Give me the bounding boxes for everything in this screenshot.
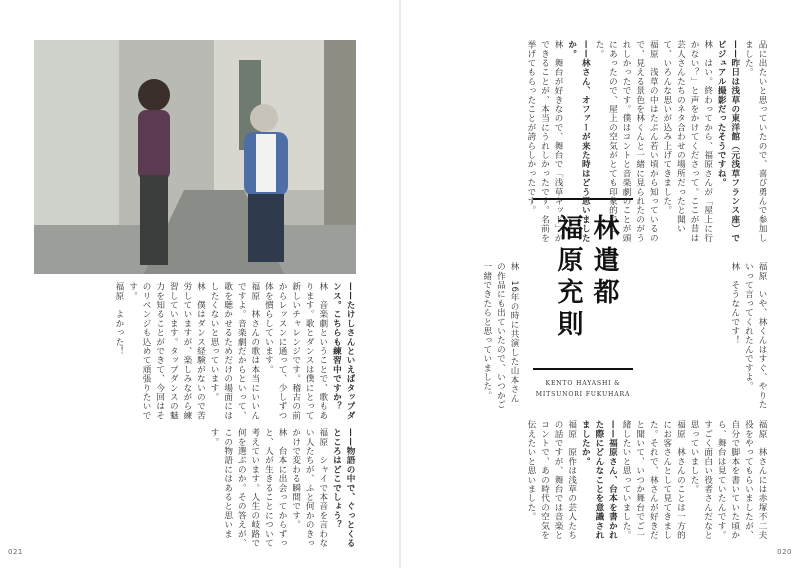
title-name-kento: 林遣都: [589, 214, 619, 310]
paragraph: 福原 原作は浅草の芸人たちの話ですが、舞台では音楽とコントで、あの時代の空気を伝えたいと思いました。: [525, 420, 577, 540]
paragraph: 林 僕はダンス経験がないので苦労していますが、楽しみながら練習しています。タップダンスの魅力を知ることができて、今回はそのリベンジも込めて頑張りたいです。: [127, 282, 206, 420]
right-middle-text: [648, 262, 768, 412]
left-bottom-text: [34, 428, 356, 548]
paragraph: 林 舞台が好きなので、舞台で「浅草キッド」ができることが、本当にうれしかったです。名前を挙げてもらったことが誇らしかったです。: [525, 40, 564, 243]
paragraph: 福原 いや、林くんはすぐ、やりたいって言ってくれたんですよ。: [743, 262, 767, 410]
question: ——福原さん、台本を書かれた際にどんなことを意識されましたか。: [580, 420, 618, 540]
page-number-right: 020: [777, 548, 792, 556]
paragraph: 林 台本に出会ってからずっと、人が生きることについて考えています。人生の岐路で何を選ぶのか。その答えが、この物語にはあると思います。: [209, 428, 288, 548]
page-number-left: 021: [8, 548, 23, 556]
paragraph: 福原 シャイで本音を言わない人たちが、ふと何かのきっかけで変わる瞬間です。: [290, 428, 328, 548]
question: ——たけしさんといえばタップダンス。こちらも練習中ですか？: [331, 282, 355, 420]
question: ——昨日は浅草の東洋館（元浅草フランス座）でビジュアル撮影だったそうですね。: [716, 40, 740, 243]
paragraph: 福原 浅草の中はたぶん若い頃から知っているので、見える景色を林くんと一緒に見られたのがうれしかったです。僕はコントと音楽劇のことが頭にあったので、屋上の空気がとても印象的でした。: [593, 40, 659, 243]
paragraph: 林 音楽劇ということで、歌もあります。歌とダンスは僕にとって新しいチャレンジです。稽古の前からレッスンに通って、少しずつ体を慣らしています。: [263, 282, 328, 420]
right-bottom-text: [440, 420, 768, 548]
romaji-line-1: KENTO HAYASHI &: [545, 380, 621, 387]
romaji-line-2: MITSUNORI FUKUHARA: [535, 391, 631, 398]
paragraph: 品に出たいと思っていたので、喜び勇んで参加しました。: [743, 40, 767, 243]
paragraph: 林 はい。終わってから、福原さんが「屋上に行かない？」と声をかけてくださって。ここが昔は芸人さんたちのネタ合わせの場所だったと聞いて、いろんな思いが込み上げてきました。: [661, 40, 713, 243]
right-top-text: [440, 40, 768, 245]
question: ——物語の中で、ぐっとくるところはどこでしょう？: [331, 428, 355, 548]
paragraph: 林 16年の時に共演した山本さんの作品にも出ていたので、いつかご一緒できたらと思っていました。: [481, 262, 519, 410]
title-rule-bottom: [533, 368, 633, 370]
question: ——林さん、オファーが来た時はどう思いましたか。: [566, 40, 591, 243]
portrait-photo: [34, 40, 356, 274]
page-gutter: [399, 0, 401, 568]
left-middle-text: [34, 282, 356, 422]
right-middle-left-text: [440, 262, 520, 412]
paragraph: 福原 よかった！: [113, 282, 124, 356]
paragraph: 福原 林さんの歌は本当にいいんですよ。音楽劇だからといって、歌を聴かせるためだけの場面にはしたくないと思っています。: [209, 282, 260, 420]
title-romaji: [533, 378, 633, 400]
paragraph: 福原 林さんのことは一方的にお客さんとして見てきました。それで、林さんが好きだと聞いて、いつか舞台でご一緒したいと思っていました。: [621, 420, 686, 540]
paragraph: 林 そうなんです！: [729, 262, 740, 345]
paragraph: 福原 林さんには赤塚不二夫役をやってもらいましたが、自分で脚本を書いていた頃から、舞台は見ていたんです。すごく面白い役者さんだなと思っていました。: [689, 420, 767, 540]
title-name-fukuhara: 福原充則: [553, 214, 583, 342]
